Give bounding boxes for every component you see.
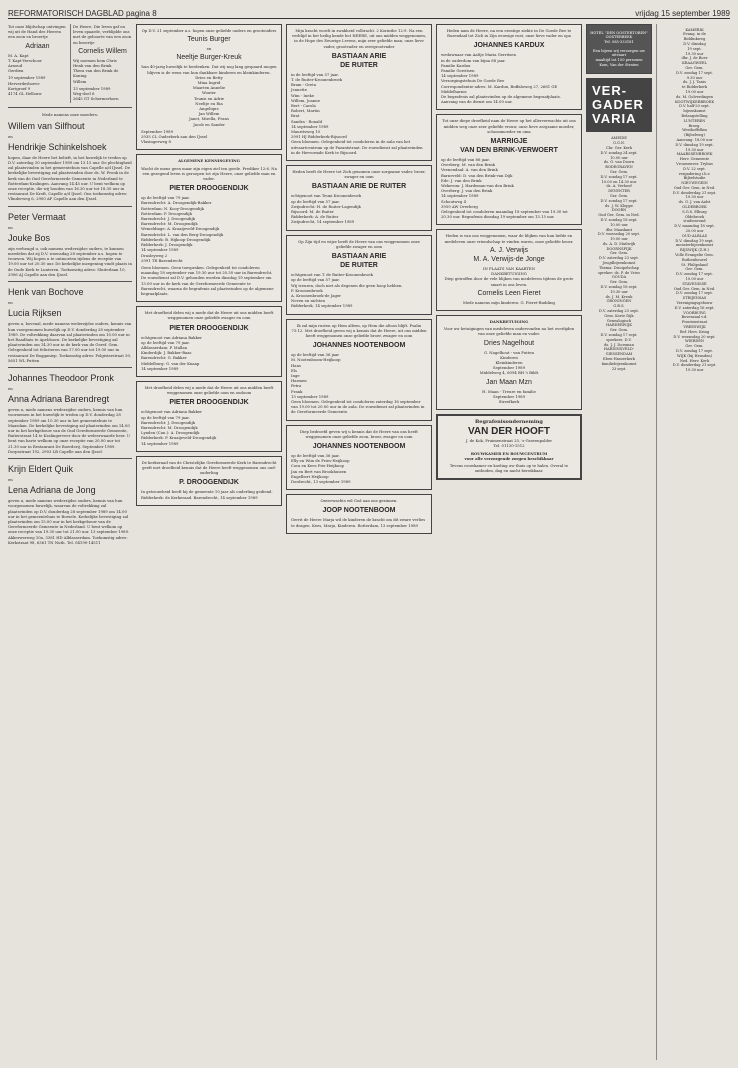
deceased-name: BASTIAAN ARIE DE RUITER [331, 52, 387, 69]
bride-name: Anna Adriana Barendregt [8, 394, 110, 405]
deceased-name: PIETER DROOGENDIJK [169, 185, 249, 193]
death-notice-5 [286, 24, 432, 161]
groom-name: Willem van Silfhout [8, 120, 85, 131]
family-list: op de leeftijd van 86 jaar. Overberg: M. van den Brink Veenendaal: A. van den Brink Barneveld: D. van den Brink-van Dijk Ede: J. van den Brink Wekerom: J. Hardeman-van den Brink Overberg: J. van den Brink 14 september 1989 Schoutweg 4 3959 AW Overberg Gelegenheid tot condoleren maandag 18 september van 19.30 tot 20.30 uur. Begrafenis dinsdag 19 september om 13.15 uur. [441, 157, 568, 220]
child-name: Adriaan [25, 42, 50, 50]
death-notice-9 [286, 425, 432, 491]
conjunction: en [8, 476, 13, 482]
family-list: op de leeftijd van 36 jaar. Elly en Wim de Fries-Heijkoop Cora en Kees Fris-Heijkoop Jan en Bert van Brookhuizen Engelbert Heijkoop Dordrecht, 13 september 1989 [291, 452, 351, 484]
groom-name: Krijn Eldert Quik [8, 463, 74, 474]
conjunction: en [8, 300, 13, 306]
notice-text: Op D.V. 21 september a.s. hopen onze geliefde ouders en grootouders [141, 28, 277, 33]
meetings-list: AMEIDE G.G.N. Chr. Ger. Kerk D.V. zondag 24 sept. 10.00 uur ds. G. van Doorn BODEGRAVEN Ger. Gem. D.V. zondag 17 sept. 10.00 en 14.30 uur ds. A. Verhoef DEVENTER Ger. Gem. D.V. zondag 17 sept. ds. J. W. Kleppe DOORN Oud Ger. Gem. in Ned. D.V. zondag 18 sept. 10.00 uur dhr. Maaskant D.V. woensdag 20 sept. 19.00 uur ds. A. D. Muilwijk DOORNSPIJK Ger. Gem. D.V. zaterdag 23 sept. Jeugdbijeenkomst Thema: Discipelschap spreker: ds. P. de Vries GOUDA Ger. Gem. D.V. zondag 18 sept. 19.30 uur ds. J. M. Kreuk GRONINGEN G.B.S. D.V. zaterdag 23 sept. Gem. Korte Dijk Genealogisch HARDERWIJK Ger. Gem. D.V. zondag 17 sept. sprekers: D.V. ds. J. J. Dorsman HARDINXVELD- GIESSENDAM Eben-Haezerkerk familiebijeenkomst 23 sept. [597, 136, 641, 371]
wedding-notice-1 [8, 120, 132, 202]
death-notice-7 [286, 235, 432, 315]
bride-name: Lena Adriana de Jong [8, 485, 96, 496]
notice-text: Met droefheid delen wij u mede dat de Heere uit ons midden heeft weggenomen onze geliefde oom en oudoom [144, 384, 274, 396]
person-name: Teunis Burger [187, 36, 231, 44]
birth-notices [8, 24, 132, 103]
child-name: Cornelis Willem [78, 47, 127, 55]
deceased-name: BASTIAAN ARIE DE RUITER [331, 253, 387, 270]
column-5 [586, 24, 652, 1060]
ad-heading: Begrafenisonderneming [475, 419, 543, 426]
family-list: op de leeftijd van 79 jaar. Barendrecht: A. Droogendijk-Bakker Rotterdam: N. Kooy-Droogendijk Rotterdam: P. Droogendijk Barendrecht: J. Droogendijk Barendrecht: M. Droogendijk Wemeldinge: A. Kraaijeveld-Droogendijk Barendrecht: L. van den Berg-Droogendijk Ridderkerk: B. Hijkoop-Droogendijk Ridderkerk: J. Droogendijk 14 september 1989 Drasleyweg 2 2991 TR Barendrecht [141, 195, 224, 263]
column-6 [656, 24, 730, 1060]
death-notice-8 [286, 319, 432, 421]
family-list: op de leeftijd van 36 jaar M. Nootenboom-Heijkoop Hans Els Inge Harmen Petra Frank 13 september 1989 Geen bloemen. Gelegenheid tot condoleren zaterdag 16 september van 19.00 tot 20.00 uur in de aula. De rouwdienst zal plaatsvinden in de Gereformeerde Gemeente. [291, 352, 425, 415]
notice-text: geven u, mede namens wederzijdse ouders, kennis van hun voorgenomen huwelijk, waarvan de voltrekking zal plaatsvinden op D.V. donderdag 28 september 1989 om 14.00 uur in het gemeentehuis te Borsele. Kerkelijke bevestiging zal plaatsvinden om 15.00 uur in het kerkgebouw van de Gereformeerde Gemeente in Nederland. U bent welkom op onze receptie van 19.30 uur tot 21.00 uur. 13 september 1989. Akkerwerweg 10a, 3381 HD Alblasserdam. Toekomstig adres: Kerkstraat 98, 6361 TN Nuth. Tel. 04190-14511 [8, 498, 130, 545]
bride-name: Hendrikje Schinkelshoek [8, 141, 107, 152]
notice-text: Heden heeft de Heere tot Zich genomen onze zorgzame vader, broer, zwager en oom [292, 169, 426, 180]
family-list: echtgenoot van Adriana Bakker op de leeftijd van 79 jaar. Barendrecht: J. Droogendijk Barendrecht: M. Droogendijk Lynden (Can.): A. Droogendijk Ridderkerk: P. Kraaijeveld-Droogendijk 14 september 1989 [141, 409, 217, 446]
page-header [8, 4, 730, 19]
deceased-name: PIETER DROOGENDIJK [169, 324, 249, 332]
death-notice-2 [136, 306, 282, 377]
hotel-ad [586, 24, 652, 74]
person-name: Dries Nagelhout [483, 339, 535, 347]
groom-name: Johannes Theodoor Pronk [8, 372, 114, 383]
deceased-name: JOOP NOOTENBOOM [322, 507, 396, 515]
notice-text: Heden is van ons weggenomen, waar de blijken van hun liefde en medeleven onze vriendschap te vinden waren, onze geliefde broer. [444, 233, 574, 244]
notice-text: Gerrit de Heere Marja wil de kinderen de kracht om dit zware verlies te dragen. Kees, Marja, Kinderen. Rotterdam, 13 september 1989 [291, 517, 426, 528]
notice-text: Voor uw betuigingen van medeleven ondervonden na het overlijden van onze geliefde man en vader. [443, 326, 575, 337]
family-list: in de leeftijd van 57 jaar. T. de Ruiter-Kroonenbroek Bram - Greta Jeanette Wim - Ineke Willem, Joanne Bert - Carola Robert, Martin Brat Sandra - Ronald 14 september 1989 Mauritsweg 10 2991 HJ Ridderkerk-Rijsoord Geen bloemen. Gelegenheid tot condoleren in de aula van het uitvaartcentrum op de Fazantstraat. De rouwdienst zal plaatsvinden in de Hervormde Kerk te Rijsoord. [291, 71, 423, 155]
conjunction: en [206, 46, 212, 52]
wedding-notice-2 [8, 211, 132, 277]
notice-text: Mede namens mijn kinderen: G. Fieret-Budding [463, 299, 555, 305]
wedding-notice-5 [8, 463, 132, 545]
person-name: Jan Maan Mzn [486, 378, 532, 386]
ad-company: VAN DER HOOFT [467, 426, 551, 438]
title-line: VARIA [592, 111, 637, 127]
deceased-name: BASTIAAN ARIE DE RUITER [311, 183, 407, 191]
family-list: G. Nagelhout - van Putten Kinderen Kleinkinderen September 1989 Middelweg 4, 6094 BH 't Bildt [479, 349, 539, 376]
ad-text: HOTEL "DEN OOSTERTOREN" OOSTERBEEK Tel. 085-333181 [590, 30, 648, 45]
groom-name: Henk van Bochove [8, 287, 84, 298]
death-notice-6 [286, 165, 432, 231]
deceased-name: JOHANNES KARDUX [473, 42, 545, 50]
deceased-name: P. DROOGENDIJK [179, 479, 239, 487]
notice-text: Tot onze blijdschap ontvingen wij uit de Hand des Heeren een zoon en broertje [8, 24, 66, 40]
deceased-name: PIETER DROOGENDIJK [169, 399, 249, 407]
section-title [586, 78, 652, 132]
family-list: echtgenoot van Adriana Bakker op de leeftijd van 79 jaar. Alblasserdam: P. Mallan Kinderdijk: J. Bakker-Baas Barendrecht: G. Bakker Middelburg: G. van der Knaap 14 september 1989 [141, 334, 202, 371]
birth-notice-1 [8, 24, 67, 103]
header-right: vrijdag 15 september 1989 [635, 9, 730, 18]
death-notice-11 [436, 24, 582, 110]
date-address: September 1989 2935 CL Ouderkerk aan den IJssel Vlasingerweg 8 [141, 128, 208, 145]
column-3 [286, 24, 432, 1060]
groom-name: Peter Vermaat [8, 211, 66, 222]
anniversary-notice [136, 24, 282, 150]
ad-text: ROUWKAMER EN ROUWCENTRUM voor alle verzorgende zorgen beschikbaar [464, 450, 554, 461]
notice-text: geven u, bovenal, mede namens wederzijdse ouders, kennis van hun voorgenomen huwelijk op D.V. donderdag 28 september 1989. De voltrekking daarvan zal plaatsvinden om 10.00 uur in het Raadhuis te Apeldoorn. De kerkelijke bevestiging zal plaatsvinden om 14.30 uur in de kerk van de Geref. Gem. Gelegenheid tot feliciteren van 17.00 uur tot 19.00 uur in restaurant De Bogganiep. Toekomstig adres: Polgisterstraat 30, 5651 WL Putten [8, 321, 132, 363]
person-name: Neeltje Burger-Kreuk [176, 54, 242, 62]
title-line: GADER [592, 97, 644, 113]
conjunction: en [8, 133, 13, 139]
date-address: 19 september 1989 Herverdeshoeve Kortgroef 9 4174 GL Hellouw [8, 75, 46, 97]
deceased-name: JOHANNES NOOTENBOOM [312, 442, 406, 450]
column-1 [8, 24, 132, 1060]
conjunction: en [8, 224, 13, 230]
notice-text: Mede namens onze moeders: [41, 112, 99, 118]
notice-heading: ALGEMENE KENNISGEVING [178, 158, 240, 164]
notice-text: Tot onze diepe droefheid nam de Heere op het allerverwachts uit ons midden weg onze zeer geliefde vrouw, onze lieve zorgzame moeder, schoonmoeder en oma [442, 118, 576, 134]
death-notice-12 [436, 114, 582, 225]
parents: Wij noemen hem Chris Henk van den Brink Thera van den Brink de Koning Willem [73, 57, 119, 84]
notice-heading: DANKBETUIGING [489, 318, 529, 324]
wedding-notice-4 [8, 372, 132, 454]
death-notice-4 [136, 456, 282, 506]
notice-text: Diep bedroefd geven wij u kennis dat de Heere van ons heeft weggenomen onze geliefde zoon, broer, zwager en oom [300, 428, 418, 439]
notice-text: Heden nam de Heere, na een ernstige ziekte in De Goede Ree te Rozendaal tot Zich in Zijn eeuwige rust, onze lieve vader en opa [446, 28, 572, 39]
column-4 [436, 24, 582, 1060]
family-list: echtgenoot van Teuni Kroonenbroek op de leeftijd van 57 jaar. Zwijndrecht: H. de Ruiter-Lagendijk Rijsoord: M. de Ruiter Ridderkerk: A. de Ruiter Zwijndrecht, 14 september 1989 [291, 193, 362, 225]
column-2 [136, 24, 282, 1060]
notice-text: Geen bloemen. Geen toespraken. Gelegenheid tot condoleren maandag 18 september van 19.30 uur tot 20.30 uur in Barendrecht. De rouwdienst zal D.V. gehouden worden dinsdag 19 september om 13.00 uur in de kerk van de Gereformeerde Gemeente te Barendrecht, waarna de begrafenis zal plaatsvinden op de algemene begraafplaats. [141, 264, 274, 296]
person-name: Cornelis Leen Fieret [477, 289, 541, 297]
notice-text: hopen, daar de Heere het belieft, in het huwelijk te treden op D.V. zaterdag 30 september 1989 om 13.15 uur. De plechtigheid zal plaatsvinden in het gemeentehuis van Capelle a/d IJssel. De kerkelijke bevestiging zal plaatsvinden door ds. W. Pronk in de kerk van de Oud Gereformeerde Gemeente in Nederland te Rotterdam-Kralingen. Aanvang 14.45 uur. U bent welkom op onze receptie, die wij houden van 16.30 uur tot 18.30 uur in restaurant De Kroft, Capelle a/d IJssel. Ons toekomstig adres: Vlinderweg 6, 2900 AP Capelle aan den IJssel. [8, 154, 132, 202]
notice-text: Op Zijn tijd en wijze heeft de Heere van ons weggenomen onze geliefde zwager en oom [298, 238, 420, 249]
family-list: H. Maan - Treure en familie September 1989 Streefkerk [482, 388, 536, 404]
notice-text: hun 40-jarig huwelijk te herdenken. Dat wij nog lang gespaard mogen blijven is de wens van hun dankbare kinderen en kleinkinderen. Dries en Betty Mina Ingrid Maarten Annelie Wouter Teunis en Adrie Neeltje en Ria Angelique Jan Willem Janet, Mirella, Frans Jacob en Sander [141, 64, 277, 127]
birth-notice-2 [70, 24, 132, 103]
ad-text: Een bijeen wij verzorgen uw uitvaart maaltijd tot 150 personen Kom, Van der Straten [593, 48, 645, 67]
ad-text: Tevens rouwkamer en koeling uw thuis op te halen. Overal te ontboden, dag en nacht bereikbaar. [449, 462, 569, 474]
family-list: weduwnaar van Aaltje Maria Gerritsen in de ouderdom van bijna 88 jaar. Familie Kardux Familie Gerritsen 14 september 1989 Verzorgingstehuis De Goede Ree Correspondentie-adres: M. Kardux, Buffaloweg 27, 2661 GE Middelharnis De begrafenis zal plaatsvinden op de algemene begraafplaats. Aanvang van de dienst om 14.00 uur. [441, 52, 562, 105]
notice-text: IN PLAATS VAN KAARTEN DANKBETUIGING Diep getroffen door de vele blijken van medeleven tijdens de grote smart in ons leven. [444, 265, 574, 287]
notice-text: De kerkeraad van de Christelijke Gereformeerde Kerk te Barendrecht geeft met droefheid kennis dat de Heere heeft weggenomen ons oud-ouderling [141, 459, 277, 476]
death-notice-1 [136, 154, 282, 302]
notice-text: Ik zal mijn rusten op Hem alleen, op Hem die altoos blijft. Psalm 73:12. Met droefheid geven wij u kennis dat de Heere, uit ons midden heeft weggenomen onze geliefde broer, zwager en oom [291, 322, 427, 338]
meetings-list: KAMERIK Evang. in de Biddinkweg D.V. dinsdag 19 sept. 19.30 uur dhr. J. de Boer KRAAGWEEL Ger. Gem. D.V. zondag 17 sept. 9.30 uur ds. J. J. Tanis te Ridderkerk 19.00 uur ds. M. Golverdingen KOOTWIJKERBROEK D.V. half-20 sept. bijeenkomst Belangstelling LUNTEREN Broeg. Westhoffelkin (Bijbelweg) Aanvang: 18.00 uur D.V. dinsdag 19 sept. 19.30 uur MAARSSENBROEK Herv. Gemeente Vrouwenver. Trybus D.V. 22 sept. vergadering i.h.v. Bijbelstudie NIEUWEGEIN Oud Ger. Gem. in Ned. D.V. donderdag 21 sept. 19.30 uur ds. G. J. van Aalst OLDEBROEK S.G.S. Elburg Oldebroek studieavond D.V. maandag 18 sept. 20.00 uur OUD-ALBLAS D.V. dinsdag 19 sept. monsterbijeenkomst RIJSWIJK (Z.H.) Volle Evangelie Gem. Ruthenheuvel St. Philipsland Ger. Gem. D.V. zondag 17 sept. 10.00 uur STAVENISSE Oud Ger. Gem. in Ned. D.V. zondag 17 sept. STRIJENSAS Verenigingsgebouw D.V. zaterdag 16 sept. VOORBURG Bovenzaal v.d. Frontenstraat VREESWIJK Ref. Herv. Kring D.V. woensdag 20 sept. WIERDEN Ger. Gem. D.V. zondag 17 sept. WIJK (bij Heusden) Ned. Herv. Kerk D.V. donderdag 21 sept. 19.30 uur [672, 27, 717, 373]
conjunction: en [8, 385, 13, 391]
funeral-ad [436, 414, 582, 480]
header-left: REFORMATORISCH DAGBLAD pagina 8 [8, 9, 157, 18]
notice-text: geven u, mede namens wederzijdse ouders, kennis van hun voornemen in het huwelijk te treden op D.V. donderdag 28 september 1989 om 10.30 uur in het gemeentehuis te Maasdam. De kerkelijke bevestiging zal plaatsvinden om 14.00 uur in het kerkgebouw van de Oud Gereformeerde Gemeente, Ruiterstraat 14 te Kralingerveer door de weleerwaarde heer. U bent van harte welkom op onze receptie van 20.00 uur tot 21.30 uur in Restaurant De Boerderij. September 1989. Dorpsstraat 192, 2903 LB Capelle aan den IJssel. [8, 407, 130, 454]
death-notice-10 [286, 494, 432, 534]
family-list: echtgenoot van T. de Ruiter-Kroonenbroek op de leeftijd van 57 jaar. Wij treuren, doch niet als degenen die geen hoop hebben. P. Kroonenbroek A. Kroonenbroek-de Jager Neven en nichten Ridderkerk, 14 september 1989 [291, 272, 403, 309]
notice-text: Onverwachts wil God aan ons gezinnen. [320, 498, 398, 504]
thanks-notice-2 [436, 315, 582, 410]
notice-text: Wacht de mens geen maar zijn eigen ziel ten goede. Prediker 12:6. Na een gezegend leven is geroepen tot zijn Heere, onze geliefde man en vader. [141, 165, 277, 182]
notice-text: In getrouwheid heeft hij de gemeente 10 jaar als ouderling gediend. Ridderkerk: de Kerkeraad. Barendrecht, 14 september 1989 [141, 489, 273, 500]
notice-text: zijn verheugd u, ook namens wederzijdse ouders, te kunnen meedelen dat zij D.V. woensdag 28 september a.s. hopen te trouwen. Wij hopen u te ontmoeten tijdens de receptie van 19.00 uur tot 20.30 uur. De kerkelijke inzegening vindt plaats in de Oude Kerk te Lunteren. Toekomstig adres: Sluiterlaan 10, 2906 AJ Capelle aan den IJssel. [8, 245, 132, 277]
bride-name: Jouke Bos [8, 232, 51, 243]
title-line: VER- [592, 83, 628, 99]
ad-address: J. de Kok, Pruimenstraat 25, 's-Gravenpolder Tel. 01130-1512 [465, 438, 553, 449]
parents: M. A. Kapt T. Kapt-Verschoor Arnoud Gerdien [8, 52, 42, 74]
notice-text: Mijn kracht wordt in zwakheid volbracht. 2 Korinthe 12:9. Na een verblijd in het heilig kende het HEERE, uit ons midden weggenomen, in de Hope des Eeuwige Levens, mijn zeer geliefde man, onze lieve vader, grootvader en overgrootvader [291, 28, 427, 49]
deceased-name: MARRIGJE VAN DEN BRINK-VERWOERT [460, 138, 558, 155]
notice-text: Met droefheid delen wij u mede dat de Heere uit ons midden heeft weggenomen onze geliefde zwager en oom [144, 310, 274, 321]
person-name: A. J. Verwijs M. A. Verwijs-de Jonge [473, 246, 545, 263]
thanks-notice-1 [436, 229, 582, 310]
wedding-notice-3 [8, 286, 132, 363]
deceased-name: JOHANNES NOOTENBOOM [312, 342, 406, 350]
death-notice-3 [136, 381, 282, 452]
bride-name: Lucia Rijksen [8, 308, 62, 319]
notice-text: De Heere, Die leven gaf en leven spaarde, verblijdde ons met de geboorte van een zoon en broertje [73, 24, 132, 45]
date-address: 13 september 1989 Weg-doel 6 2645 GT Schermerhorn [73, 85, 119, 102]
